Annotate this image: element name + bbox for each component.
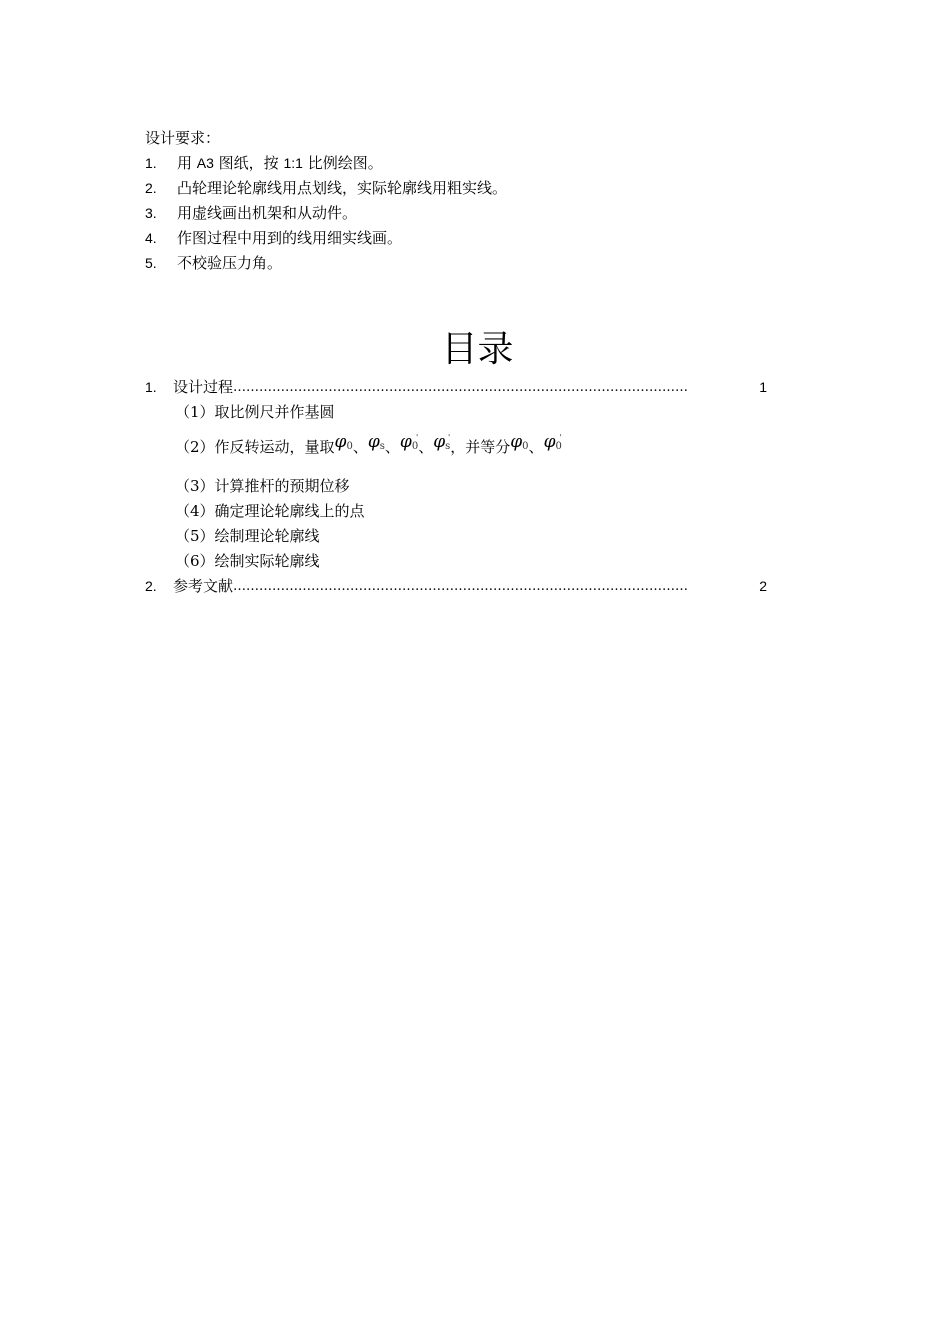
requirement-text-part: 比例绘图。 xyxy=(302,154,383,172)
toc-page-number: 2 xyxy=(759,578,767,594)
separator: 、 xyxy=(418,438,434,456)
requirement-number: 4. xyxy=(145,230,157,246)
requirement-text: 不校验压力角。 xyxy=(177,254,283,272)
toc-entry-text: 设计过程 xyxy=(173,378,234,396)
requirement-text-part: A3 xyxy=(196,155,214,171)
requirements-heading: 设计要求： xyxy=(145,129,221,147)
phi-0-prime-symbol: $\varphi_0$ ' xyxy=(399,432,419,452)
phi-0-symbol: $\varphi_0$ xyxy=(334,432,353,452)
phi-0-symbol: $\varphi_0$ xyxy=(510,432,529,452)
requirement-text: 作图过程中用到的线用细实线画。 xyxy=(177,229,403,247)
toc-entry-number: 1. xyxy=(145,379,157,395)
toc-dot-leader: …………………………………………………………………………………………… xyxy=(233,579,689,594)
toc-subitem-3: （3）计算推杆的预期位移 xyxy=(175,477,350,495)
phi-s-symbol: $\varphi_s$ xyxy=(367,432,385,452)
requirement-number: 5. xyxy=(145,255,157,271)
toc-entry-number: 2. xyxy=(145,578,157,594)
toc-subitem-1: （1）取比例尺并作基圆 xyxy=(175,403,335,421)
toc-subitem-2 xyxy=(175,432,562,460)
toc-entry-2[interactable] xyxy=(145,576,767,596)
requirement-item-4 xyxy=(145,228,402,248)
toc-subitem-2-mid: ，并等分 xyxy=(450,438,511,456)
toc-dot-leader: …………………………………………………………………………………………… xyxy=(233,380,689,395)
requirement-text: 用虚线画出机架和从动件。 xyxy=(177,204,358,222)
requirement-item-3 xyxy=(145,203,357,223)
toc-subitem-5: （5）绘制理论轮廓线 xyxy=(175,527,320,545)
toc-entry-text: 参考文献 xyxy=(173,577,234,595)
toc-subitem-2-prefix: （2）作反转运动，量取 xyxy=(175,438,335,456)
requirement-number: 2. xyxy=(145,180,157,196)
requirement-number: 1. xyxy=(145,155,157,171)
requirement-item-2 xyxy=(145,178,507,198)
requirement-item-5 xyxy=(145,253,282,273)
phi-s-prime-symbol: $\varphi_s$ ' xyxy=(433,432,451,452)
requirement-text-part: 用 xyxy=(177,154,197,172)
toc-entry-1[interactable] xyxy=(145,377,767,397)
separator: 、 xyxy=(352,438,368,456)
toc-title: 目录 xyxy=(441,329,514,370)
phi-0-prime-symbol: $\varphi_0$ ' xyxy=(543,432,562,452)
toc-subitem-4: （4）确定理论轮廓线上的点 xyxy=(175,502,365,520)
requirement-item-1 xyxy=(145,153,383,173)
requirement-number: 3. xyxy=(145,205,157,221)
separator: 、 xyxy=(384,438,400,456)
toc-page-number: 1 xyxy=(759,379,767,395)
requirement-text-part: 1:1 xyxy=(283,155,303,171)
separator: 、 xyxy=(528,438,544,456)
toc-subitem-6: （6）绘制实际轮廓线 xyxy=(175,552,320,570)
requirement-text-part: 图纸，按 xyxy=(213,154,284,172)
requirement-text: 凸轮理论轮廓线用点划线，实际轮廓线用粗实线。 xyxy=(177,179,508,197)
